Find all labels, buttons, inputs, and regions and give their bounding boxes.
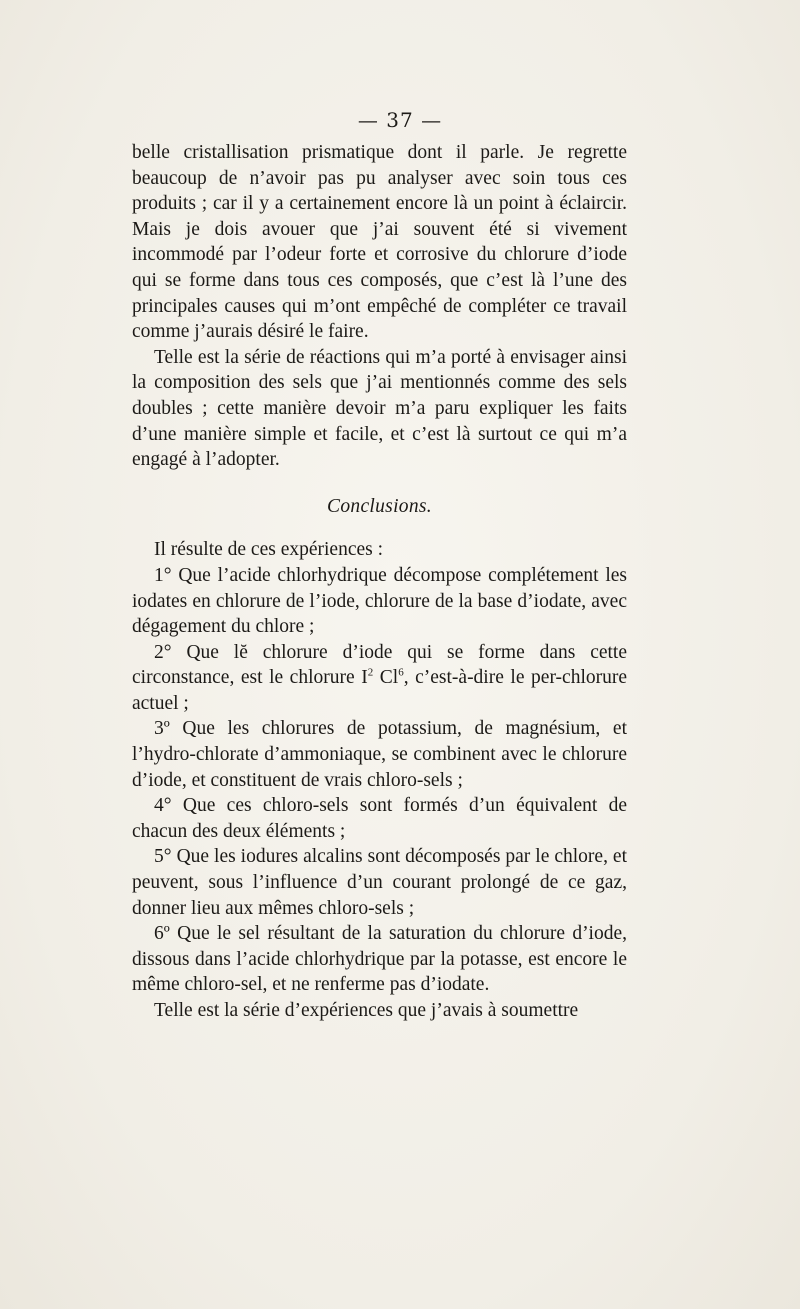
page-number: — 37 — (357, 108, 443, 132)
conclusion-label: 4° (154, 795, 172, 817)
conclusions-intro: Il résulte de ces expériences : (154, 539, 384, 561)
conclusion-label: 5° (154, 846, 172, 868)
conclusion-text: Que le sel résultant de la saturation du chlorure d’iode, dissous dans l’acide chlorhydrique par la potasse, est encore le même chloro-sel, et ne renferme pas d’iodate. (132, 923, 628, 996)
conclusion-label: 1° (154, 564, 172, 586)
closing-line: Telle est la série d’expériences que j’avais à soumettre (154, 1000, 579, 1021)
section-title: Conclusions. (327, 495, 432, 517)
conclusion-label: 3º (154, 718, 170, 740)
formula-superscript: 6 (398, 666, 404, 679)
conclusion-text: Que les chlorures de potassium, de magnésium, et l’hydro-chlorate d’ammoniaque, se combinent avec le chlorure d’iode, et constituent de vrais chloro-sels ; (132, 718, 627, 791)
conclusion-label: 6º (154, 923, 170, 945)
conclusion-text: Que les iodures alcalins sont décomposés par le chlore, et peuvent, sous l’influence d’un courant prolongé de ce gaz, donner lieu aux mêmes chloro-sels ; (132, 846, 628, 919)
conclusion-item-4 (132, 793, 627, 844)
conclusion-item-3 (132, 716, 627, 793)
formula-superscript: 2 (367, 666, 374, 679)
conclusion-item-1 (132, 563, 627, 640)
conclusion-text: Que ces chloro-sels sont formés d’un équivalent de chacun des deux éléments ; (132, 795, 628, 842)
conclusion-text: Que lĕ chlorure d’iode qui se forme dans cette circonstance, est le chlorure I (132, 641, 628, 689)
paragraph-continuation: belle cristallisation prismatique dont il parle. Je regrette beaucoup de n’avoir pas pu analyser avec soin tous ces produits ; car il y a certainement encore là un point à éclaircir. Mais je dois avouer que j’ai souvent été si vivement incommodé par l’odeur forte et corrosive du chlorure d’iode qui se forme dans tous ces composés, que c’est là l’une des principales causes qui m’ont empêché de compléter ce travail comme j’aurais désiré le faire. (132, 142, 627, 343)
conclusion-item-2 (132, 640, 627, 717)
formula-text: Cl (373, 667, 399, 689)
conclusion-text: , c’est-à-dire le per-chlorure actuel ; (132, 667, 628, 714)
paragraph-reactions: Telle est la série de réactions qui m’a porté à envisager ainsi la composition des sels que j’ai mentionnés comme des sels doubles ; cette manière devoir m’a paru expliquer les faits d’une manière simple et facile, et c’est là surtout ce qui m’a engagé à l’adopter. (132, 346, 627, 471)
conclusion-text: Que l’acide chlorhydrique décompose complétement les iodates en chlorure de l’iode, chlorure de la base d’iodate, avec dégagement du chlore ; (132, 564, 627, 638)
body-text (132, 140, 627, 1024)
conclusion-item-5 (132, 844, 627, 921)
conclusion-label: 2° (154, 641, 172, 663)
conclusion-item-6 (132, 921, 627, 998)
